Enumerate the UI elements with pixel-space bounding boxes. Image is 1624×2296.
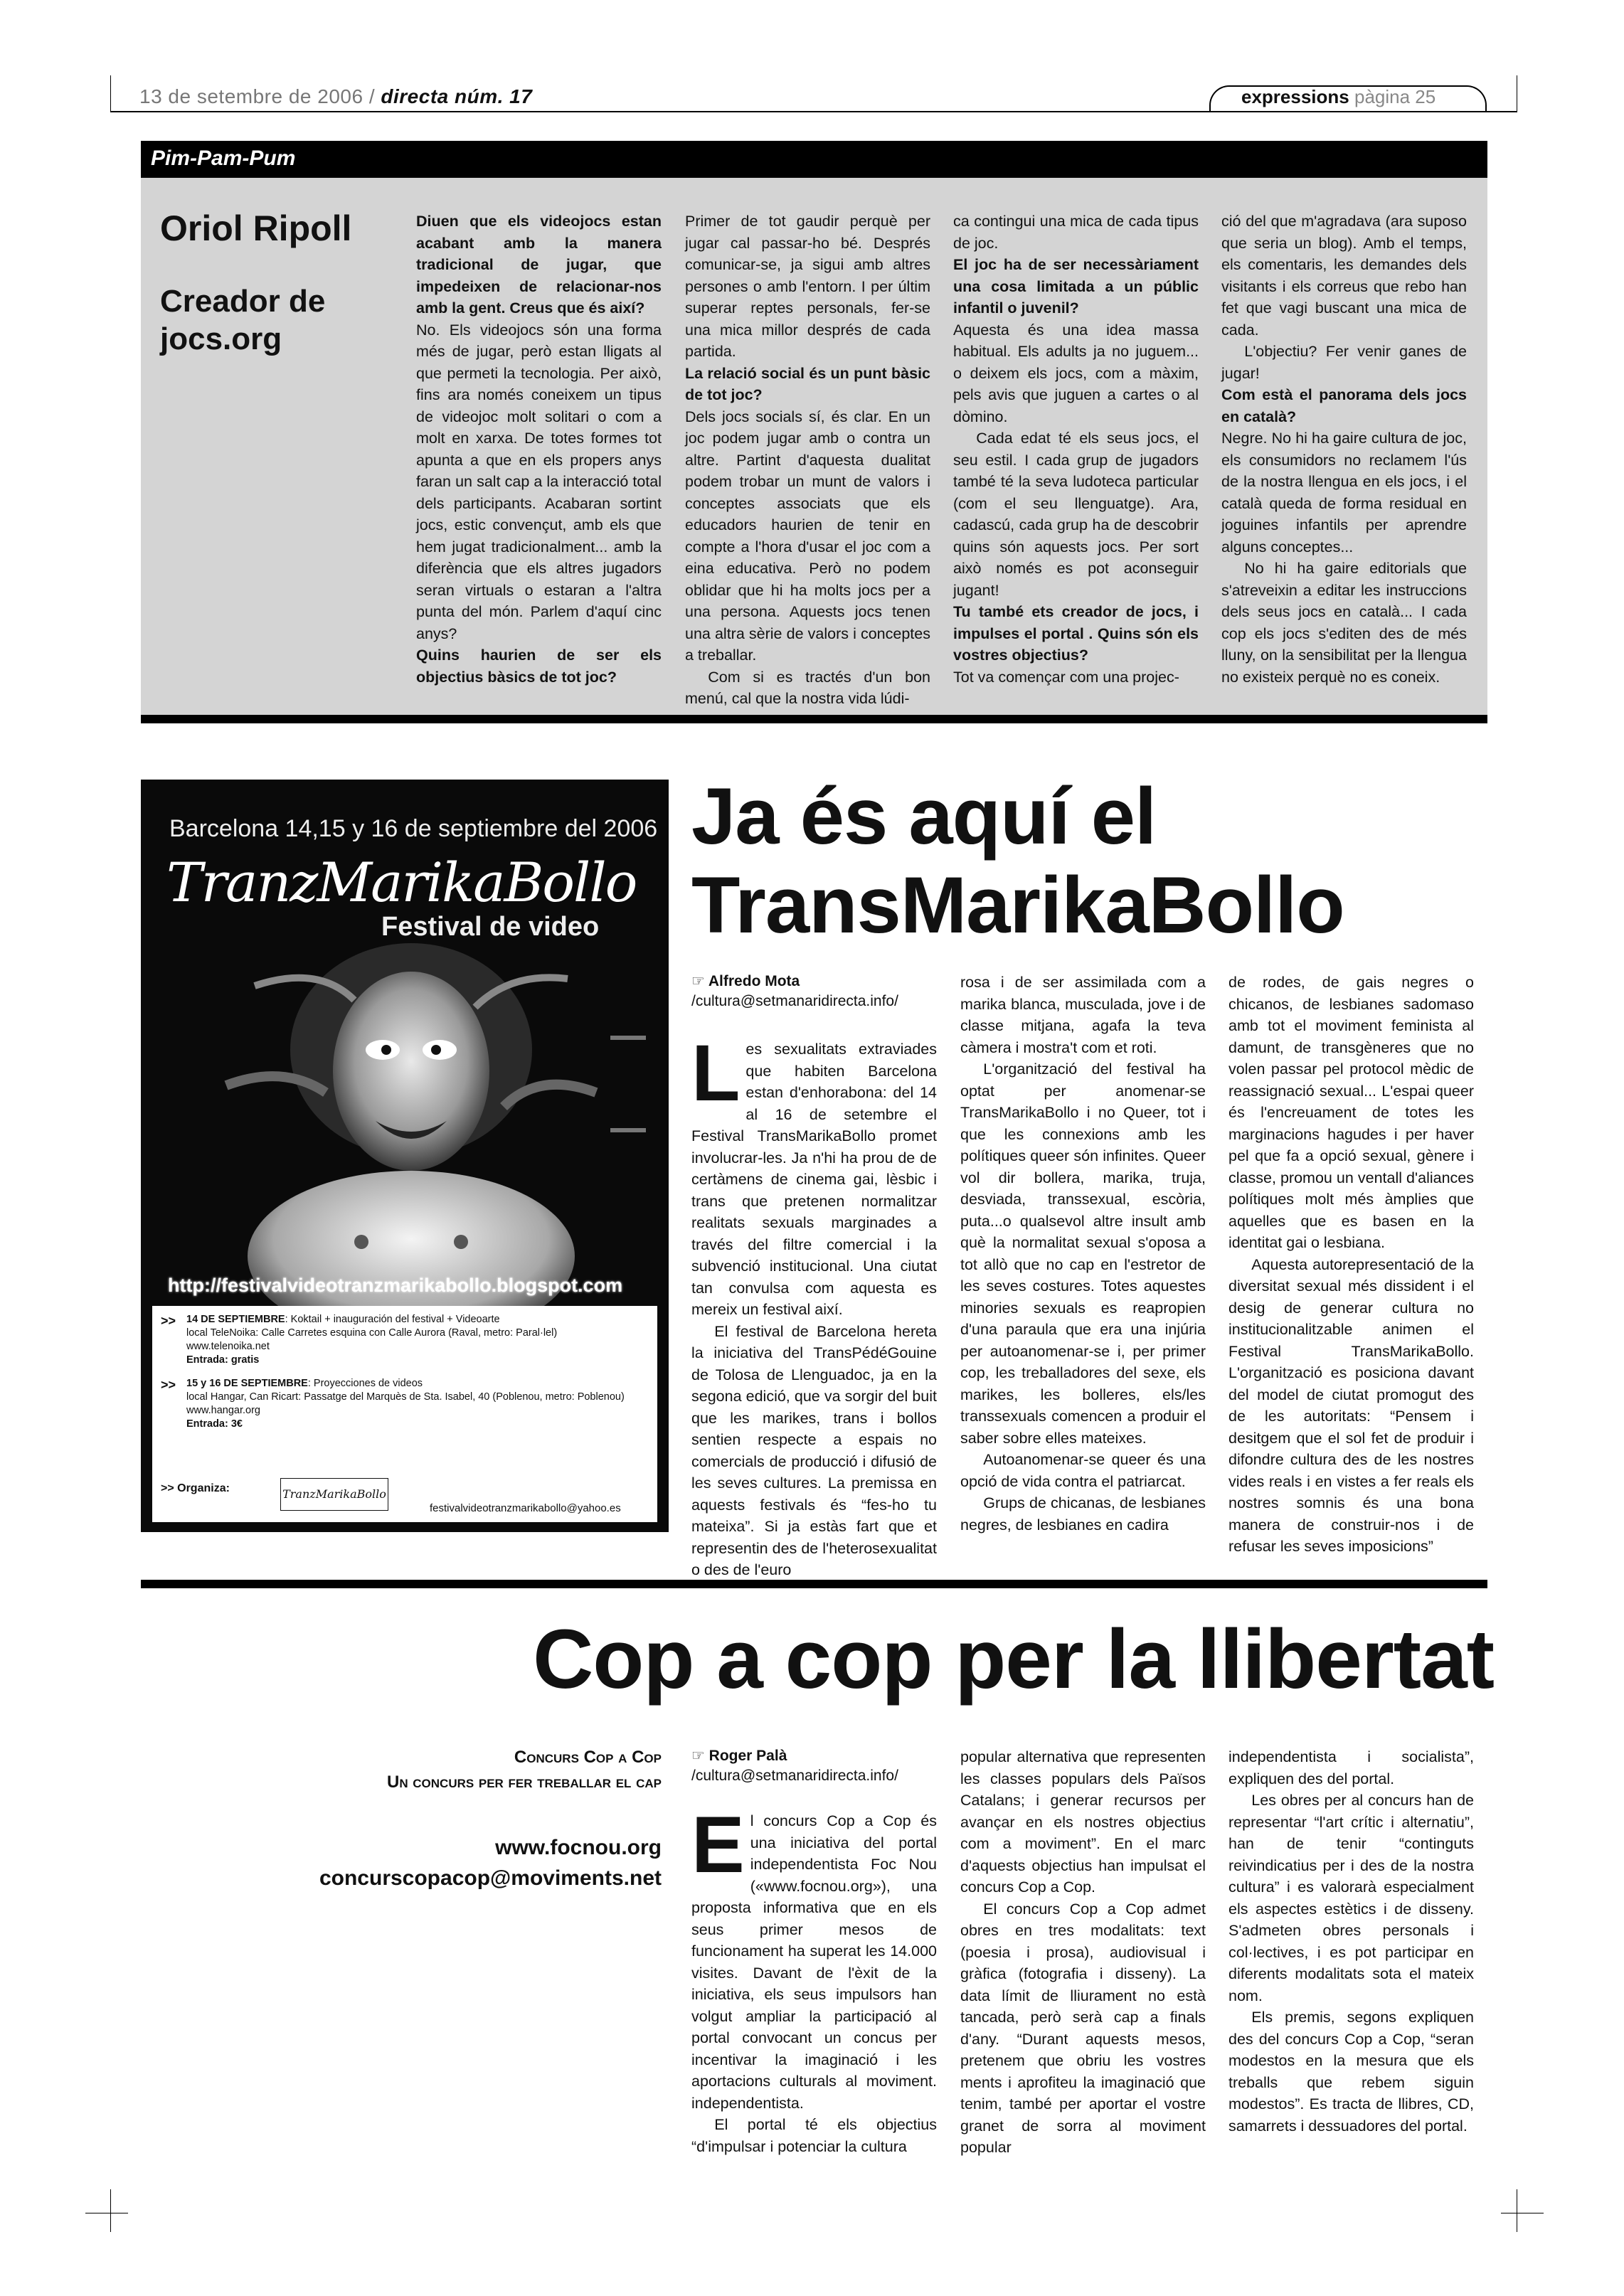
interview-answer: Dels jocs socials sí, és clar. En un joc podem jugar amb o contra un altre. Partint d'aquesta dualitat podem trobar un munt de valors i conceptes associats que els educadors haurien de tenir en compte a l'hora d'usar el joc com a eina educativa. Però no podem oblidar que hi ha molts jocs per a una persona. Aquests jocs tenen una altra sèrie de valors i conceptes a treballar. [685,408,930,664]
poster-figure-graphic [141,943,669,1313]
header-issue: directa núm. 17 [381,85,533,107]
interview-answer: Aquesta és una idea massa habitual. Els adults ja no juguem... o deixem els jocs, com a màxim, pels avis que juguen a cartes o al dòmino. [953,321,1199,425]
interview-answer: ca contingui una mica de cada tipus de joc. [953,213,1199,252]
arrow-icon: >> [161,1314,176,1328]
interview-question: Com està el panorama dels jocs en català? [1221,386,1467,425]
sidebar-title: Concurs Cop a Cop [514,1748,662,1767]
article-1-headline: Ja és aquí el TransMarikaBollo [691,772,1344,950]
article-paragraph: El portal té els objectius “d'impulsar i potenciar la cultura [691,2116,937,2155]
article-2-column-2 [960,1746,1206,2159]
poster-event-2-title: : Proyecciones de videos [307,1378,423,1389]
article-paragraph: popular alternativa que representen les classes populars dels Països Catalans; i generar recursos per avançar en els nostres objectius com a moviment”. En el marc d'aquests objectius han impulsat el concurs Cop a Cop. [960,1748,1206,1896]
sidebar-email: concurscopacop@moviments.net [319,1866,662,1891]
header-separator: / [368,85,376,107]
section-divider [141,715,1487,723]
article-paragraph: de rodes, de gais negres o chicanos, de lesbianes sadomaso amb tot el moviment feminista al damunt, de transgèneres que no volen passar pel protocol mèdic de reassignació sexual... L'espai queer és l'encreuament de totes les marginacions hagudes i per haver pel que fa a opció sexual, gènere i classe, promou un ventall d'aliances polítiques molt més àmplies que aquelles que es basen en la identitat gai o lesbiana. [1228,974,1474,1252]
article-paragraph: L'organització del festival ha optat per anomenar-se TransMarikaBollo i no Queer, tot i que les connexions amb les polítiques queer són infinites. Queer vol dir bollera, marika, truja, desviada, transsexual, escòria, puta...o qualsevol altre insult amb què la normalitat sexual s'oposa a tot allò que no cap en l'estretor de les seves costures. Totes aquestes minories sexuals es reapropien d'una paraula que era una injúria per autoanomenar-se i, per primer cop, les treballadores del sexe, els marikes, les bolleres, els/les transsexuals comencen a produir el saber sobre elles mateixes. [960,1061,1206,1447]
section-label: Pim-Pam-Pum [151,147,296,170]
interview-question: Quins haurien de ser els objectius bàsics de tot joc? [416,647,662,686]
article-2-lead: l concurs Cop a Cop és una iniciativa del portal independentista Foc Nou («www.focnou.org»), una proposta informativa que en els seus primer mesos de funcionament ha superat les 14.000 visites. Davant de l'èxit de la iniciativa, els seus impulsors han volgut ampliar la participació al portal convocant un concus per incentivar la imaginació i les aportacions culturals al moviment. independentista. [691,1812,937,2112]
section-label-bar [141,141,1487,178]
header-page: pàgina 25 [1354,86,1436,107]
article-paragraph: Les obres per al concurs han de representar “l'art crític i alternatiu”, han de tenir “continguts reivindicatius per i des de la nostra cultura” i es valorarà especialment els aspectes estètics i de disseny. S'admeten obres personals i col·lectives, i es pot participar en diferents modalitats sota el mateix nom. [1228,1792,1474,2004]
sidebar-subtitle: Un concurs per fer treballar el cap [386,1772,662,1792]
festival-poster [141,780,669,1532]
page-header-right [1241,86,1435,108]
section-divider [141,1580,1487,1588]
interview-question: Tu també ets creador de jocs, i impulses el portal . Quins són els vostres objectius? [953,603,1199,664]
poster-event-1-web: www.telenoika.net [186,1340,270,1352]
article-2-author: Roger Palà [708,1748,787,1764]
poster-event-1-price: Entrada: gratis [186,1354,260,1366]
article-1-email: /cultura@setmanaridirecta.info/ [691,993,898,1010]
poster-event-2-date: 15 y 16 DE SEPTIEMBRE [186,1378,308,1389]
poster-event-2 [186,1377,642,1430]
header-rule [110,111,1517,112]
interview-answer: Cada edat té els seus jocs, el seu estil. I cada grup de jugadors també té la seva ludoteca particular (com el seu llenguatge). Ara, cadascú, cada grup ha de descobrir quins són aquests jocs. Per sort això només es pot aconseguir jugant! [953,430,1199,599]
article-paragraph: Els premis, segons expliquen des del concurs Cop a Cop, “seran modestos en la mesura que els treballs que rebem siguin modestos”. Es tracta de llibres, CD, samarrets i dessuadores del portal. [1228,2009,1474,2135]
poster-subtitle: Festival de video [381,912,600,942]
interview-column-3 [953,211,1199,688]
article-1-dropcap: L [691,1029,741,1117]
poster-event-1-title: : Koktail + inauguración del festival + Videoarte [285,1314,500,1325]
poster-url: http://festivalvideotranzmarikabollo.blogspot.com [168,1275,623,1296]
article-paragraph: Aquesta autorepresentació de la diversitat sexual més dissident i el desig de generar cultura no institucionalitzable animen el Festival TransMarikaBollo. L'organització es posiciona davant del model de ciutat promogut des de les autoritats: “Pensem i desitgem que el sol fet de produir i difondre cultura des de les nostres vides reals i en vistes a fer reals els nostres somnis és una bona manera de construir-nos i de refusar les seves imposicions” [1228,1255,1474,1556]
article-1-byline: ☞ Alfredo Mota /cultura@setmanaridirecta.info/ [691,973,898,1010]
article-2-headline: Cop a cop per la llibertat [533,1612,1494,1706]
article-1-author: Alfredo Mota [708,973,800,989]
article-2-email: /cultura@setmanaridirecta.info/ [691,1768,898,1785]
poster-logo: TranzMarikaBollo [166,851,637,914]
crop-mark [110,2189,111,2232]
article-1-column-2 [960,972,1206,1536]
article-paragraph: independentista i socialista”, expliquen des del portal. [1228,1748,1474,1787]
article-1-lead: es sexualitats extraviades que habiten Barcelona estan d'enhorabona: del 14 al 16 de setembre el Festival TransMarikaBollo promet involucrar-les. Ja n'hi ha prou de de certàmens de cinema gai, lèsbic i trans que pretenen normalitzar realitats sexuals marginades a través del filtre comercial i la subvenció institucional. Una ciutat tan convulsa com aquesta es mereix un festival així. [691,1041,937,1319]
poster-event-2-web: www.hangar.org [186,1404,260,1416]
interview-answer: L'objectiu? Fer venir ganes de jugar! [1221,343,1467,382]
header-section: expressions [1241,86,1349,107]
article-2-dropcap: E [691,1800,745,1889]
arrow-icon: >> [161,1378,176,1392]
interview-answer: No hi ha gaire editorials que s'atreveixin a editar les instruccions dels seus jocs en català... I cada cop els jocs s'editen des de més lluny, on la sensibilitat per la llengua no existeix perquè no es coneix. [1221,560,1467,686]
interview-answer: ció del que m'agradava (ara suposo que seria un blog). Amb el temps, els comentaris, les demandes dels visitants i els correus que rebo han fet que vagi buscant una mica de cada. [1221,213,1467,339]
poster-event-2-price: Entrada: 3€ [186,1418,243,1430]
poster-organiza-label: >> Organiza: [161,1482,230,1494]
interview-question: El joc ha de ser necessàriament una cosa limitada a un públic infantil o juvenil? [953,256,1199,317]
sidebar-website: www.focnou.org [495,1835,662,1859]
poster-event-1-venue: local TeleNoika: Calle Carretes esquina con Calle Aurora (Raval, metro: Paral·lel) [186,1327,558,1339]
header-date: 13 de setembre de 2006 [139,85,363,107]
interview-answer: No. Els videojocs són una forma més de jugar, però estan lligats al que permeti la tecnologia. Per això, fins ara només coneixem un tipus de videojoc molt solitari o com a molt en xarxa. De totes formes tot apunta a que en els propers anys faran un salt cap a la interacció total dels participants. Acabaran sortint jocs, estic convençut, amb els que hem jugat tradicionalment... amb la diferència que els altres jugadors seran virtuals o estaran a l'altra punta del món. Parlem d'aquí cinc anys? [416,321,662,642]
poster-event-1 [186,1313,642,1366]
article-paragraph: Autoanomenar-se queer és una opció de vida contra el patriarcat. [960,1451,1206,1490]
article-1-column-3 [1228,972,1474,1558]
poster-event-1-date: 14 DE SEPTIEMBRE [186,1314,285,1325]
poster-email: festivalvideotranzmarikabollo@yahoo.es [430,1502,621,1514]
interview-column-2 [685,211,930,710]
article-2-byline: ☞ Roger Palà /cultura@setmanaridirecta.info/ [691,1748,898,1785]
interview-question: La relació social és un punt bàsic de tot joc? [685,364,930,404]
crop-mark [110,75,111,111]
interview-column-1 [416,211,662,688]
article-paragraph: El concurs Cop a Cop admet obres en tres modalitats: text (poesia i prosa), audiovisual i gràfica (fotografia i disseny). La data límit de lliurament no està tancada, però serà cap a finals d'any. “Durant aquests mesos, pretenem que obriu les vostres ments i aprofiteu la imaginació que tenim, també per aportar el vostre granet de sorra al moviment popular [960,1900,1206,2157]
poster-date-line: Barcelona 14,15 y 16 de septiembre del 2006 [169,815,658,842]
interview-answer: Com si es tractés d'un bon menú, cal que la nostra vida lúdi- [685,668,930,708]
interview-answer: Tot va començar com una projec- [953,668,1179,686]
interview-question: Diuen que els videojocs estan acabant amb la manera tradicional de jugar, que impedeixen de relacionar-nos amb la gent. Creus que és així? [416,213,662,317]
poster-event-2-venue: local Hangar, Can Ricart: Passatge del Marquès de Sta. Isabel, 40 (Poblenou, metro: Poblenou) [186,1391,625,1403]
interview-answer: Negre. No hi ha gaire cultura de joc, els consumidors no reclamem l'ús de la nostra llengua en els jocs, i el català queda de forma residual en joguines infantils per aprendre alguns conceptes... [1221,430,1467,556]
article-1-column-1 [691,1029,937,1581]
poster-organizer-panel [152,1477,657,1522]
organizer-logo: TranzMarikaBollo [280,1478,388,1511]
interviewee-role: Creador de jocs.org [160,284,326,356]
interviewee-name: Oriol Ripoll [160,208,352,248]
interview-column-4 [1221,211,1467,688]
interview-answer: Primer de tot gaudir perquè per jugar cal passar-ho bé. Després comunicar-se, ja sigui amb altres persones o amb l'entorn. I per últim superar reptes personals, fer-se una mica millor després de cada partida. [685,213,930,361]
article-2-sidebar [299,1745,662,1894]
article-2-column-1 [691,1800,937,2157]
poster-info-panel [152,1306,657,1477]
article-paragraph: rosa i de ser assimilada com a marika blanca, musculada, jove i de classe mitjana, agafa la teva càmera i mostra't com et roti. [960,974,1206,1056]
article-paragraph: Grups de chicanas, de lesbianes negres, de lesbianes en cadira [960,1494,1206,1534]
article-2-column-3 [1228,1746,1474,2137]
page-header-left [139,85,532,108]
article-paragraph: El festival de Barcelona hereta la iniciativa del TransPédéGouine de Tolosa de Llenguadoc, ja en la segona edició, que va sorgir del buit que les marikes, trans i bollos sentien respecte a espais no comercials de producció i difusió de les seves cultures. La premissa en aquests festivals és “fes-ho tu mateixa”. Si ja estàs fart que et representin des de l'heterosexualitat o des de l'euro [691,1322,937,1579]
